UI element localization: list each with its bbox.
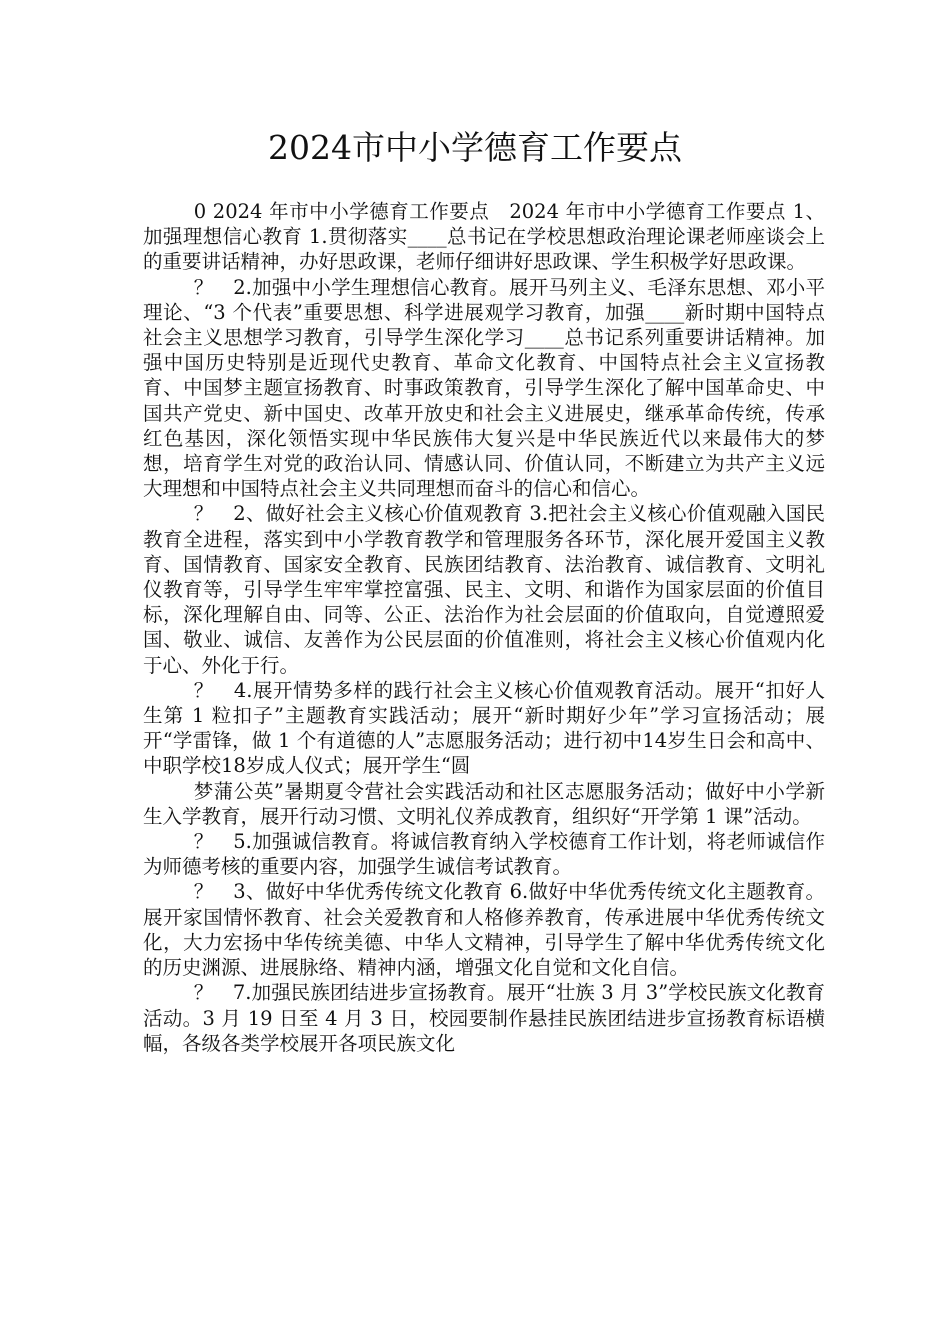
paragraph-item-2: ？ 2.加强中小学生理想信心教育。展开马列主义、毛泽东思想、邓小平理论、“3 个代表”重要思想、科学进展观学习教育，加强____新时期中国特点社会主义思想学习教育，引导学生深化学习____总书记系列重要讲话精神。加强中国历史特别是近现代史教育、革命文化教育、中国特点社会主义宣扬教育、中国梦主题宣扬教育、时事政策教育，引导学生深化了解中国革命史、中国共产党史、新中国史、改革开放史和社会主义进展史，继承革命传统，传承红色基因，深化领悟实现中华民族伟大复兴是中华民族近代以来最伟大的梦想，培育学生对党的政治认同、情感认同、价值认同，不断建立为共产主义远大理想和中国特点社会主义共同理想而奋斗的信心和信心。 bbox=[143, 275, 825, 501]
paragraph-intro: 0 2024 年市中小学德育工作要点 2024 年市中小学德育工作要点 1、加强理想信心教育 1.贯彻落实____总书记在学校思想政治理论课老师座谈会上的重要讲话精神，办好思政课，老师仔细讲好思政课、学生积极学好思政课。 bbox=[143, 200, 825, 274]
document-title: 2024市中小学德育工作要点 bbox=[268, 128, 682, 167]
document-body bbox=[143, 199, 825, 1056]
paragraph-core-values: ？ 2、做好社会主义核心价值观教育 3.把社会主义核心价值观融入国民教育全进程，落实到中小学教育教学和管理服务各环节，深化展开爱国主义教育、国情教育、国家安全教育、民族团结教育、法治教育、诚信教育、文明礼仪教育等，引导学生牢牢掌控富强、民主、文明、和谐作为国家层面的价值目标，深化理解自由、同等、公正、法治作为社会层面的价值取向，自觉遵照爱国、敬业、诚信、友善作为公民层面的价值准则，将社会主义核心价值观内化于心、外化于行。 bbox=[143, 502, 825, 677]
paragraph-traditional-culture: ？ 3、做好中华优秀传统文化教育 6.做好中华优秀传统文化主题教育。展开家国情怀教育、社会关爱教育和人格修养教育，传承进展中华优秀传统文化，大力宏扬中华传统美德、中华人文精神，引导学生了解中华优秀传统文化的历史渊源、进展脉络、精神内涵，增强文化自觉和文化自信。 bbox=[143, 880, 825, 980]
paragraph-item-7: ？ 7.加强民族团结进步宣扬教育。展开“壮族 3 月 3”学校民族文化教育活动。3 月 19 日至 4 月 3 日，校园要制作悬挂民族团结进步宣扬教育标语横幅，各级各类学校展开各项民族文化 bbox=[143, 981, 825, 1055]
paragraph-item-4-continued: 梦蒲公英”暑期夏令营社会实践活动和社区志愿服务活动；做好中小学新生入学教育，展开行动习惯、文明礼仪养成教育，组织好“开学第 1 课”活动。 bbox=[143, 779, 825, 828]
paragraph-item-5: ？ 5.加强诚信教育。将诚信教育纳入学校德育工作计划，将老师诚信作为师德考核的重要内容，加强学生诚信考试教育。 bbox=[143, 830, 825, 879]
paragraph-item-4: ？ 4.展开情势多样的践行社会主义核心价值观教育活动。展开“扣好人生第 1 粒扣子”主题教育实践活动；展开“新时期好少年”学习宣扬活动；展开“学雷锋，做 1 个有道德的人”志愿服务活动；进行初中14岁生日会和高中、中职学校18岁成人仪式；展开学生“圆 bbox=[143, 678, 825, 778]
